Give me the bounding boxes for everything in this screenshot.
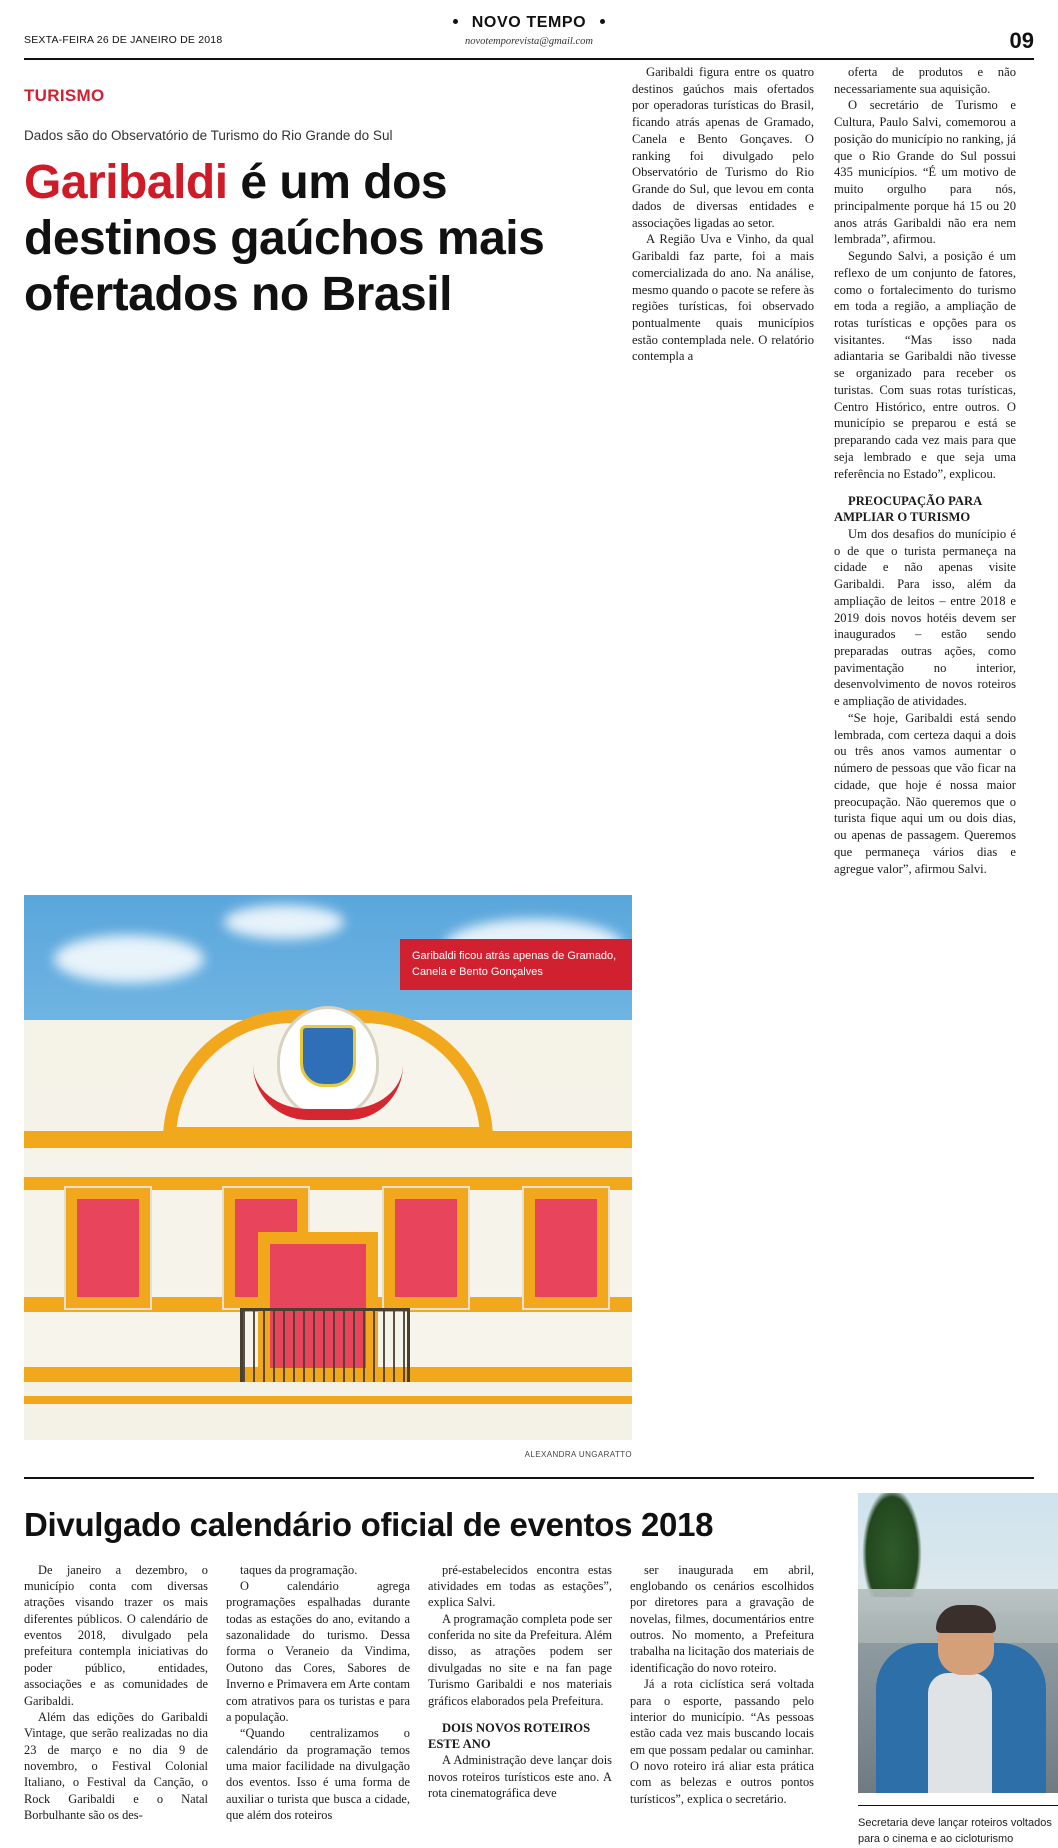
page-title <box>24 155 624 323</box>
secondary-article-main <box>24 1493 814 1848</box>
article2-column-4 <box>630 1562 814 1824</box>
issue-date: SEXTA-FEIRA 26 DE JANEIRO DE 2018 <box>24 34 223 46</box>
subsection-title: DOIS NOVOS ROTEIROS ESTE ANO <box>428 1720 591 1751</box>
window <box>384 1188 468 1308</box>
paragraph: taques da programação. <box>240 1562 358 1577</box>
paragraph: oferta de produtos e não necessariamente sua aquisição. <box>834 65 1016 96</box>
contact-email: novotemporevista@gmail.com <box>465 36 593 47</box>
facade-base <box>24 1382 632 1440</box>
article2-column-2 <box>226 1562 410 1824</box>
paragraph: O calendário agrega programações espalhadas durante todas as estações do ano, evitando a sazonalidade do turismo. Dessa forma o Veraneio da Vindima, Outono das Cores, Sabores de Inverno e Primavera em Arte contam com atrativos para os turistas e para a população. <box>226 1578 410 1724</box>
portrait-photo <box>858 1493 1058 1793</box>
paragraph: pré-estabelecidos encontra estas atividades em todas as estações”, explica Salvi. <box>428 1562 612 1610</box>
balcony-railing <box>240 1308 410 1388</box>
secondary-columns <box>24 1562 814 1824</box>
cloud-shape <box>54 935 204 983</box>
secondary-article <box>24 1493 1052 1848</box>
window <box>524 1188 608 1308</box>
article-subhead: Dados são do Observatório de Turismo do Rio Grande do Sul <box>24 128 393 143</box>
page-number: 09 <box>1009 28 1034 53</box>
lead-photo <box>24 895 632 1440</box>
paragraph: Um dos desafios do munícipio é o de que o turista permaneça na cidade e não apenas visite Garibaldi. Para isso, além da ampliação de leitos – entre 2018 e 2019 dois novos hotéis devem ser inaugurados – estão sendo preparadas outras ações, como pavimentação no interior, desenvolvimento de novos roteiros e ampliação de atividades. <box>834 526 1016 709</box>
tree-foliage <box>862 1493 922 1597</box>
portrait-caption: Secretaria deve lançar roteiros voltados para o cinema e ao cicloturismo <box>858 1817 1052 1846</box>
paragraph: “Quando centralizamos o calendário da programação temos uma maior facilidade na divulgação dos eventos. Isso é uma forma de auxiliar o turista que busca a cidade, que além dos roteiros <box>226 1726 410 1823</box>
article2-column-1 <box>24 1562 208 1824</box>
lead-article-left <box>24 60 632 877</box>
secondary-headline: Divulgado calendário oficial de eventos 2018 <box>24 1506 714 1544</box>
paragraph: Garibaldi figura entre os quatro destinos gaúchos mais ofertados por operadoras turísticas do Brasil, ficando atrás apenas de Gramado, Canela e Bento Gonçaves. O ranking foi divulgado pelo Observatório de Turismo do Rio Grande do Sul, que levou em conta dados de diversas entidades e associações ligadas ao setor. <box>632 65 814 230</box>
masthead <box>24 0 1034 60</box>
cornice <box>24 1131 632 1148</box>
caption-divider <box>858 1805 1058 1806</box>
bullet-icon <box>453 19 458 24</box>
photo-caption: Garibaldi ficou atrás apenas de Gramado, Canela e Bento Gonçalves <box>400 939 632 990</box>
publication-title-text: NOVO TEMPO <box>471 14 587 31</box>
paragraph: A Administração deve lançar dois novos roteiros turísticos este ano. A rota cinematográfica deve <box>428 1753 612 1801</box>
paragraph: “Se hoje, Garibaldi está sendo lembrada, com certeza daqui a dois ou três anos vamos aumentar o número de pessoas que vão ficar na cidade, que hoje é nossa maior preocupação. Não queremos que o turista fique aqui um ou dois dias, ou apenas de passagem. Queremos que permaneça vários dias e agregue valor”, afirmou Salvi. <box>834 710 1016 876</box>
bullet-icon <box>600 19 605 24</box>
building-facade <box>24 1020 632 1440</box>
photo-credit: ALEXANDRA UNGARATTO <box>524 1450 632 1460</box>
person-shirt <box>928 1673 992 1793</box>
paragraph: A programação completa pode ser conferida no site da Prefeitura. Além disso, as atrações podem ser divulgadas no site e na fan page Turismo Garibaldi e nos materiais gráficos elaborados pela Prefeitura. <box>428 1611 612 1708</box>
article2-column-3 <box>428 1562 612 1824</box>
lead-article <box>24 60 1034 877</box>
paragraph: Além das edições do Garibaldi Vintage, que serão realizadas no dia 23 de março e no dia 9 de novembro, o Festival Colonial Italiano, o Festival da Canção, o Rock Garibaldi e o Natal Borbulhante são os des- <box>24 1709 208 1823</box>
paragraph: O secretário de Turismo e Cultura, Paulo Salvi, comemorou a posição do município no ranking, já que o Rio Grande do Sul possui 435 municípios. “É um motivo de muito orgulho para nós, principalmente porque há 15 ou 20 anos atrás Garibaldi não era nem lembrada”, afirmou. <box>834 98 1016 247</box>
article-column-2 <box>834 64 1016 877</box>
paragraph: A Região Uva e Vinho, da qual Garibaldi faz parte, foi a mais comercializada do ano. Na análise, mesmo quando o pacote se refere às regiões turísticas, foi observado pontualmente quais municípios estão contemplada nele. O relatório contempla a <box>632 232 814 364</box>
paragraph: Segundo Salvi, a posição é um reflexo de um conjunto de fatores, como o fortalecimento do turismo em toda a região, a ampliação de rotas turísticas e opções para os visitantes. “Mas isso nada adiantaria se Garibaldi não tivesse se organizado para receber os turistas. Com suas rotas turísticas, Centro Histórico, entre outros. O município se preparou e está se preparando cada vez mais para que seja lembrado e que seja uma referência no Estado”, explicou. <box>834 249 1016 481</box>
lead-article-columns <box>632 60 1034 877</box>
headline-highlight: Garibaldi <box>24 156 228 209</box>
publication-title <box>439 14 619 32</box>
paragraph: De janeiro a dezembro, o município conta com diversas atrações visando trazer os mais diferentes públicos. O calendário de eventos 2018, divulgado pela prefeitura contempla iniciativas do poder público, entidades, associações e as comunidades de Garibaldi. <box>24 1562 208 1708</box>
headline-rest: é um dos destinos gaúchos mais ofertados no Brasil <box>24 156 545 322</box>
paragraph: Já a rota ciclística será voltada para o esporte, passando pelo interior do município. “As pessoas estão cada vez mais buscando locais em que possam pedalar ou caminhar. O novo roteiro irá aliar esta prática com as belezas e outros pontos turísticos”, explica o secretário. <box>630 1677 814 1806</box>
secondary-article-side <box>858 1493 1058 1848</box>
section-divider <box>24 1477 1034 1479</box>
window <box>66 1188 150 1308</box>
facade-base-trim <box>24 1396 632 1404</box>
article-column-1 <box>632 64 814 877</box>
person-hair <box>936 1605 996 1633</box>
section-kicker: TURISMO <box>24 86 105 105</box>
subsection-title: PREOCUPAÇÃO PARA AMPLIAR O TURISMO <box>834 494 982 525</box>
paragraph: ser inaugurada em abril, englobando os cenários escolhidos por diretores para a gravação de novelas, filmes, documentários entre outros. No momento, a Prefeitura trabalha na licitação dos materiais de identificação do novo roteiro. <box>630 1562 814 1675</box>
